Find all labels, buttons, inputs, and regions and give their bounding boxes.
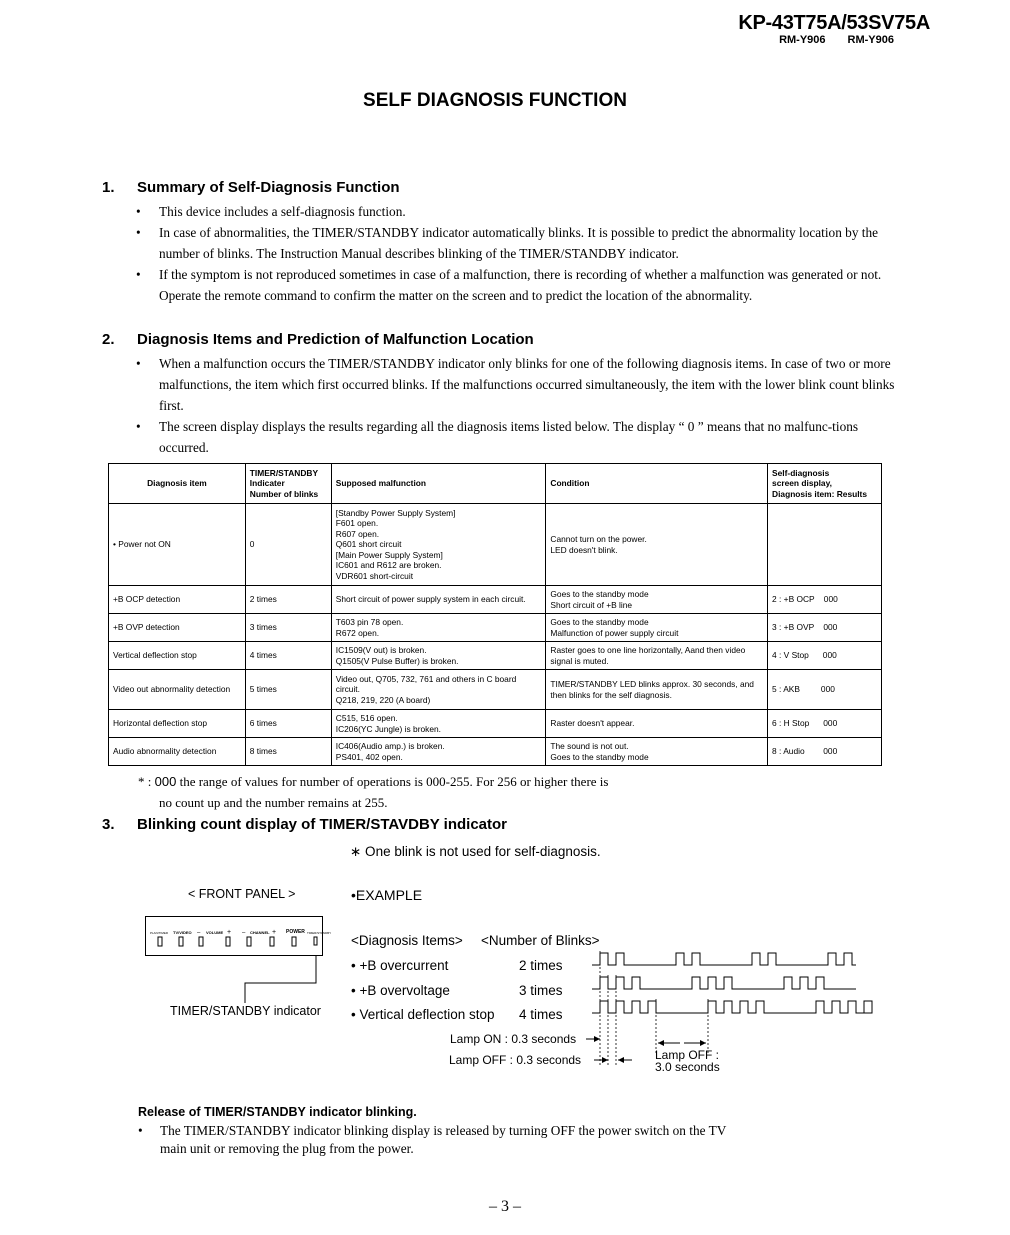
- section-1-bullets: [136, 201, 896, 306]
- arrow-head: [602, 1057, 608, 1063]
- table-row: [109, 586, 882, 614]
- table-cell: Goes to the standby mode Short circuit of +B line: [546, 586, 768, 614]
- table-cell: Raster doesn't appear.: [546, 710, 768, 738]
- table-cell: 6 : H Stop 000: [768, 710, 882, 738]
- blink-waveform: [592, 977, 856, 989]
- panel-label-plus: +: [227, 929, 232, 936]
- timer-standby-indicator-label: TIMER/STANDBY indicator: [170, 1004, 321, 1018]
- volume-down-button: [199, 937, 203, 946]
- section-1-heading: [102, 179, 400, 196]
- table-cell: 2 : +B OCP 000: [768, 586, 882, 614]
- table-cell: 4 : V Stop 000: [768, 642, 882, 670]
- arrow-head: [658, 1040, 664, 1046]
- table-cell: TIMER/STANDBY LED blinks approx. 30 seconds, and then blinks for the self diagnosis.: [546, 670, 768, 710]
- table-cell: +B OCP detection: [109, 586, 246, 614]
- blink-waveform-diagram: [590, 945, 860, 1070]
- table-cell: Vertical deflection stop: [109, 642, 246, 670]
- table-cell: Raster goes to one line horizontally, Aand then video signal is muted.: [546, 642, 768, 670]
- table-cell: • Power not ON: [109, 504, 246, 586]
- lamp-off-long-line-2: 3.0 seconds: [655, 1060, 720, 1074]
- timer-standby-led: [314, 937, 317, 945]
- channel-up-button: [270, 937, 274, 946]
- table-cell: Video out abnormality detection: [109, 670, 246, 710]
- table-cell: Goes to the standby mode Malfunction of power supply circuit: [546, 614, 768, 642]
- panel-label-power: POWER: [286, 929, 305, 935]
- panel-label-plus: +: [272, 929, 277, 936]
- table-header-cell: Diagnosis item: [109, 464, 246, 504]
- footnote: [138, 771, 608, 813]
- section-2-bullets: [136, 353, 896, 458]
- list-item: [136, 201, 896, 222]
- panel-label-minus: –: [197, 930, 201, 936]
- table-cell: The sound is not out. Goes to the standby mode: [546, 738, 768, 766]
- footnote-line: [138, 771, 608, 792]
- arrow-head: [700, 1040, 706, 1046]
- footnote-text: the range of values for number of operations is 000-255. For 256 or higher there is: [176, 774, 609, 789]
- table-cell: Audio abnormality detection: [109, 738, 246, 766]
- table-header-row: [109, 464, 882, 504]
- section-number: 1.: [102, 179, 115, 196]
- table-cell: 3 times: [245, 614, 331, 642]
- footnote-code: 000: [154, 774, 177, 789]
- bullet-mark: •: [136, 225, 141, 240]
- table-cell: 5 times: [245, 670, 331, 710]
- list-item: [136, 222, 896, 264]
- lamp-off-long-label: [655, 1049, 720, 1073]
- tvvideo-button: [179, 937, 183, 946]
- table-cell: Cannot turn on the power. LED doesn't blink.: [546, 504, 768, 586]
- panel-label-volume: VOLUME: [206, 930, 224, 935]
- table-cell: C515, 516 open. IC206(YC Jungle) is broken.: [331, 710, 546, 738]
- blink-waveform: [592, 953, 856, 965]
- table-row: [109, 738, 882, 766]
- section-title: Summary of Self-Diagnosis Function: [137, 179, 400, 196]
- example-item-count: 2 times: [519, 958, 563, 973]
- lamp-off-long-line-1: Lamp OFF :: [655, 1048, 720, 1062]
- table-row: [109, 670, 882, 710]
- section-title: Diagnosis Items and Prediction of Malfunction Location: [137, 331, 534, 348]
- table-header-cell: Self-diagnosis screen display, Diagnosis item: Results: [768, 464, 882, 504]
- diagnosis-items-header: <Diagnosis Items>: [351, 933, 463, 948]
- panel-label-timer: PLAN/TIMER: [150, 931, 169, 935]
- list-item: [136, 353, 896, 416]
- bullet-mark: •: [136, 419, 141, 434]
- page-title: SELF DIAGNOSIS FUNCTION: [363, 90, 627, 111]
- list-item-text: In case of abnormalities, the TIMER/STANDBY indicator automatically blinks. It is possible to predict the abnormality location by the number of blinks. The Instruction Manual describes blinking of the TIMER/STANDBY indicator.: [159, 225, 879, 261]
- table-header-cell: Condition: [546, 464, 768, 504]
- list-item: [136, 416, 896, 458]
- front-panel-label: < FRONT PANEL >: [188, 887, 296, 901]
- table-cell: 2 times: [245, 586, 331, 614]
- diagnosis-table: [108, 463, 882, 766]
- footnote-mark: * :: [138, 774, 152, 789]
- remote-model-1: RM-Y906: [779, 34, 826, 46]
- section-number: 3.: [102, 816, 115, 833]
- example-label: •EXAMPLE: [351, 887, 423, 903]
- blink-waveform: [592, 1001, 872, 1013]
- page-number: – 3 –: [489, 1198, 521, 1215]
- lamp-off-label: Lamp OFF : 0.3 seconds: [449, 1053, 582, 1067]
- table-cell: T603 pin 78 open. R672 open.: [331, 614, 546, 642]
- table-cell: 8 : Audio 000: [768, 738, 882, 766]
- list-item: [136, 264, 896, 306]
- table-cell: Horizontal deflection stop: [109, 710, 246, 738]
- section-2-heading: [102, 331, 534, 348]
- table-cell: 4 times: [245, 642, 331, 670]
- table-header-cell: Supposed malfunction: [331, 464, 546, 504]
- release-text-body: The TIMER/STANDBY indicator blinking display is released by turning OFF the power switch on the TV main unit or removing the plug from the power.: [160, 1123, 727, 1156]
- list-item-text: When a malfunction occurs the TIMER/STANDBY indicator only blinks for one of the following diagnosis items. In case of two or more malfunctions, the item which first occurred blinks. If the malfunctions occurred simultaneously, the item with the lower blink count blinks first.: [159, 356, 895, 413]
- table-cell: IC1509(V out) is broken. Q1505(V Pulse Buffer) is broken.: [331, 642, 546, 670]
- table-row: [109, 614, 882, 642]
- table-cell: [768, 504, 882, 586]
- table-cell: 5 : AKB 000: [768, 670, 882, 710]
- example-item-label: • +B overvoltage: [351, 983, 450, 998]
- table-cell: 8 times: [245, 738, 331, 766]
- table-row: [109, 710, 882, 738]
- number-of-blinks-header: <Number of Blinks>: [481, 933, 600, 948]
- bullet-mark: •: [136, 267, 141, 282]
- bullet-mark: •: [136, 204, 141, 219]
- arrow-head: [594, 1036, 600, 1042]
- section-number: 2.: [102, 331, 115, 348]
- table-row: [109, 642, 882, 670]
- example-item-label: • +B overcurrent: [351, 958, 449, 973]
- example-item-count: 3 times: [519, 983, 563, 998]
- channel-down-button: [247, 937, 251, 946]
- timer-led: [158, 937, 162, 946]
- panel-label-minus: –: [242, 930, 246, 936]
- arrow-head: [618, 1057, 624, 1063]
- bullet-mark: •: [138, 1123, 143, 1138]
- lamp-on-label: Lamp ON : 0.3 seconds: [450, 1032, 577, 1046]
- release-heading: Release of TIMER/STANDBY indicator blinking.: [138, 1105, 417, 1119]
- release-text: [138, 1122, 738, 1158]
- panel-label-standby: TIMER/STANDBY: [307, 931, 332, 935]
- indicator-leader-line: [240, 955, 330, 1005]
- table-cell: 6 times: [245, 710, 331, 738]
- section-title: Blinking count display of TIMER/STAVDBY indicator: [137, 816, 508, 833]
- table-header-cell: TIMER/STANDBY Indicater Number of blinks: [245, 464, 331, 504]
- table-cell: 0: [245, 504, 331, 586]
- power-button: [292, 937, 296, 946]
- panel-label-tvvideo: TV/VIDEO: [173, 930, 192, 935]
- table-cell: Short circuit of power supply system in each circuit.: [331, 586, 546, 614]
- footnote-line-2: no count up and the number remains at 255.: [159, 795, 388, 810]
- panel-label-channel: CHANNEL: [250, 930, 270, 935]
- front-panel-drawing: [146, 917, 332, 955]
- table-row: [109, 504, 882, 586]
- table-cell: +B OVP detection: [109, 614, 246, 642]
- remote-model-2: RM-Y906: [847, 34, 894, 46]
- model-number: KP-43T75A/53SV75A: [738, 12, 930, 34]
- list-item-text: The screen display displays the results regarding all the diagnosis items listed below. The display “ 0 ” means that no malfunc-tions occurred.: [159, 419, 859, 455]
- table-cell: 3 : +B OVP 000: [768, 614, 882, 642]
- example-item-label: • Vertical deflection stop: [351, 1007, 495, 1022]
- example-item-count: 4 times: [519, 1007, 563, 1022]
- volume-up-button: [226, 937, 230, 946]
- bullet-mark: •: [136, 356, 141, 371]
- list-item-text: This device includes a self-diagnosis function.: [159, 204, 406, 219]
- remote-models: [757, 34, 894, 46]
- table-cell: IC406(Audio amp.) is broken. PS401, 402 open.: [331, 738, 546, 766]
- table-cell: [Standby Power Supply System] F601 open. R607 open. Q601 short circuit [Main Power Supply System] IC601 and R612 are broken. VDR601 short-circuit: [331, 504, 546, 586]
- front-panel: [145, 916, 332, 956]
- table-cell: Video out, Q705, 732, 761 and others in C board circuit. Q218, 219, 220 (A board): [331, 670, 546, 710]
- list-item-text: If the symptom is not reproduced sometimes in case of a malfunction, there is recording of whether a malfunction was generated or not. Operate the remote command to confirm the matter on the screen and to predict the location of the abnormality.: [159, 267, 882, 303]
- section-3-heading: [102, 816, 507, 833]
- one-blink-note: ∗ One blink is not used for self-diagnosis.: [350, 844, 601, 859]
